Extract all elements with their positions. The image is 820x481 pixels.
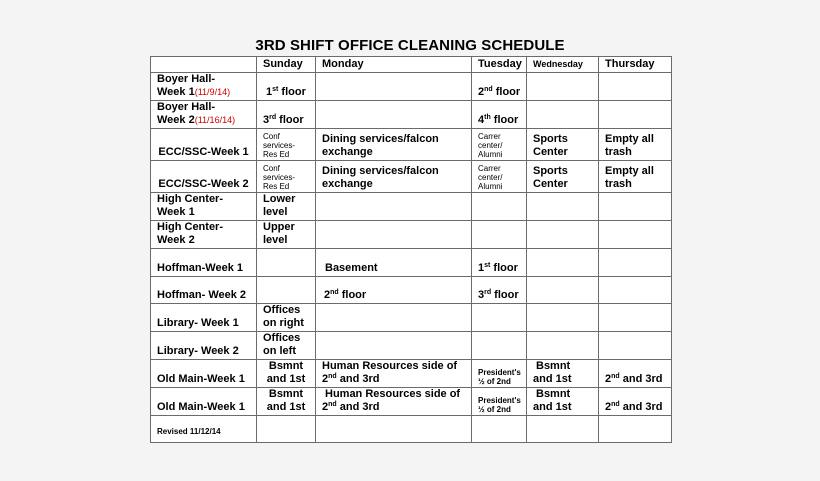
cell-thursday [599,277,672,304]
week-date: (11/16/14) [194,115,236,125]
cell-thursday [599,332,672,360]
cell-tuesday [472,304,527,332]
cell-tuesday: President's ½ of 2nd [472,388,527,416]
cell-wednesday [527,73,599,101]
table-row [151,101,672,129]
page-title: 3RD SHIFT OFFICE CLEANING SCHEDULE [255,37,565,54]
cell-wednesday [527,193,599,221]
cell-thursday [599,249,672,277]
cell-sunday [257,249,316,277]
cell-wednesday: Sports Center [527,129,599,161]
table-row [151,129,672,161]
cell-monday [316,221,472,249]
header-row [151,57,672,73]
cell-sunday: Offices on left [257,332,316,360]
cell-sunday: Conf services- Res Ed [257,161,316,193]
table-row [151,388,672,416]
cell-monday [316,73,472,101]
row-label: Hoffman-Week 1 [151,249,257,277]
cell-sunday: Upper level [257,221,316,249]
cell-monday [316,193,472,221]
table-row [151,360,672,388]
cell-wednesday [527,332,599,360]
cell-thursday [599,221,672,249]
header-sunday: Sunday [257,57,316,73]
cell-tuesday: 4th floor [472,101,527,129]
cell-tuesday: 3rd floor [472,277,527,304]
table-row [151,161,672,193]
cell-monday: Human Resources side of 2nd and 3rd [316,360,472,388]
cell-monday: Basement [316,249,472,277]
cell-wednesday [527,416,599,443]
footer-row [151,416,672,443]
cell-wednesday [527,249,599,277]
cell-monday [316,332,472,360]
cell-monday: 2nd floor [316,277,472,304]
cell-tuesday [472,193,527,221]
row-label: Boyer Hall- Week 2(11/16/14) [151,101,257,129]
cell-sunday [257,277,316,304]
cell-sunday: Lower level [257,193,316,221]
row-label: Boyer Hall- Week 1(11/9/14) [151,73,257,101]
cell-tuesday [472,332,527,360]
cell-sunday: 1st floor [257,73,316,101]
cell-thursday [599,101,672,129]
cell-sunday: Bsmnt and 1st [257,388,316,416]
cell-tuesday [472,416,527,443]
cell-tuesday [472,221,527,249]
row-label: ECC/SSC-Week 2 [151,161,257,193]
cell-monday [316,416,472,443]
table-row [151,249,672,277]
cell-wednesday [527,221,599,249]
cell-thursday [599,73,672,101]
cell-wednesday: Bsmnt and 1st [527,388,599,416]
cell-tuesday: Carrer center/ Alumni [472,129,527,161]
cell-thursday: Empty all trash [599,129,672,161]
cell-wednesday [527,304,599,332]
header-wednesday: Wednesday [527,57,599,73]
cell-sunday [257,416,316,443]
row-label: High Center- Week 2 [151,221,257,249]
cell-wednesday [527,101,599,129]
row-label: High Center- Week 1 [151,193,257,221]
table-row [151,221,672,249]
header-tuesday: Tuesday [472,57,527,73]
header-corner [151,57,257,73]
cell-wednesday [527,277,599,304]
cell-thursday [599,416,672,443]
table-row [151,277,672,304]
cell-tuesday: President's ½ of 2nd [472,360,527,388]
cell-tuesday: 2nd floor [472,73,527,101]
cell-monday: Human Resources side of 2nd and 3rd [316,388,472,416]
cell-sunday: 3rd floor [257,101,316,129]
row-label: Old Main-Week 1 [151,388,257,416]
schedule-table [150,56,672,443]
row-label: Library- Week 1 [151,304,257,332]
cell-thursday [599,304,672,332]
cell-tuesday: Carrer center/ Alumni [472,161,527,193]
cell-sunday: Conf services- Res Ed [257,129,316,161]
table-row [151,73,672,101]
cell-thursday [599,193,672,221]
cell-thursday: Empty all trash [599,161,672,193]
cell-monday [316,101,472,129]
cell-tuesday: 1st floor [472,249,527,277]
cell-sunday: Bsmnt and 1st [257,360,316,388]
table-row [151,304,672,332]
cell-wednesday: Bsmnt and 1st [527,360,599,388]
cell-thursday: 2nd and 3rd [599,360,672,388]
header-monday: Monday [316,57,472,73]
cell-monday: Dining services/falcon exchange [316,129,472,161]
row-label: Old Main-Week 1 [151,360,257,388]
week-date: (11/9/14) [194,87,231,97]
row-label: Library- Week 2 [151,332,257,360]
cell-wednesday: Sports Center [527,161,599,193]
table-row [151,332,672,360]
table-row [151,193,672,221]
cell-sunday: Offices on right [257,304,316,332]
cell-monday: Dining services/falcon exchange [316,161,472,193]
header-thursday: Thursday [599,57,672,73]
row-label: ECC/SSC-Week 1 [151,129,257,161]
cell-thursday: 2nd and 3rd [599,388,672,416]
revision-note: Revised 11/12/14 [151,416,257,443]
cell-monday [316,304,472,332]
row-label: Hoffman- Week 2 [151,277,257,304]
